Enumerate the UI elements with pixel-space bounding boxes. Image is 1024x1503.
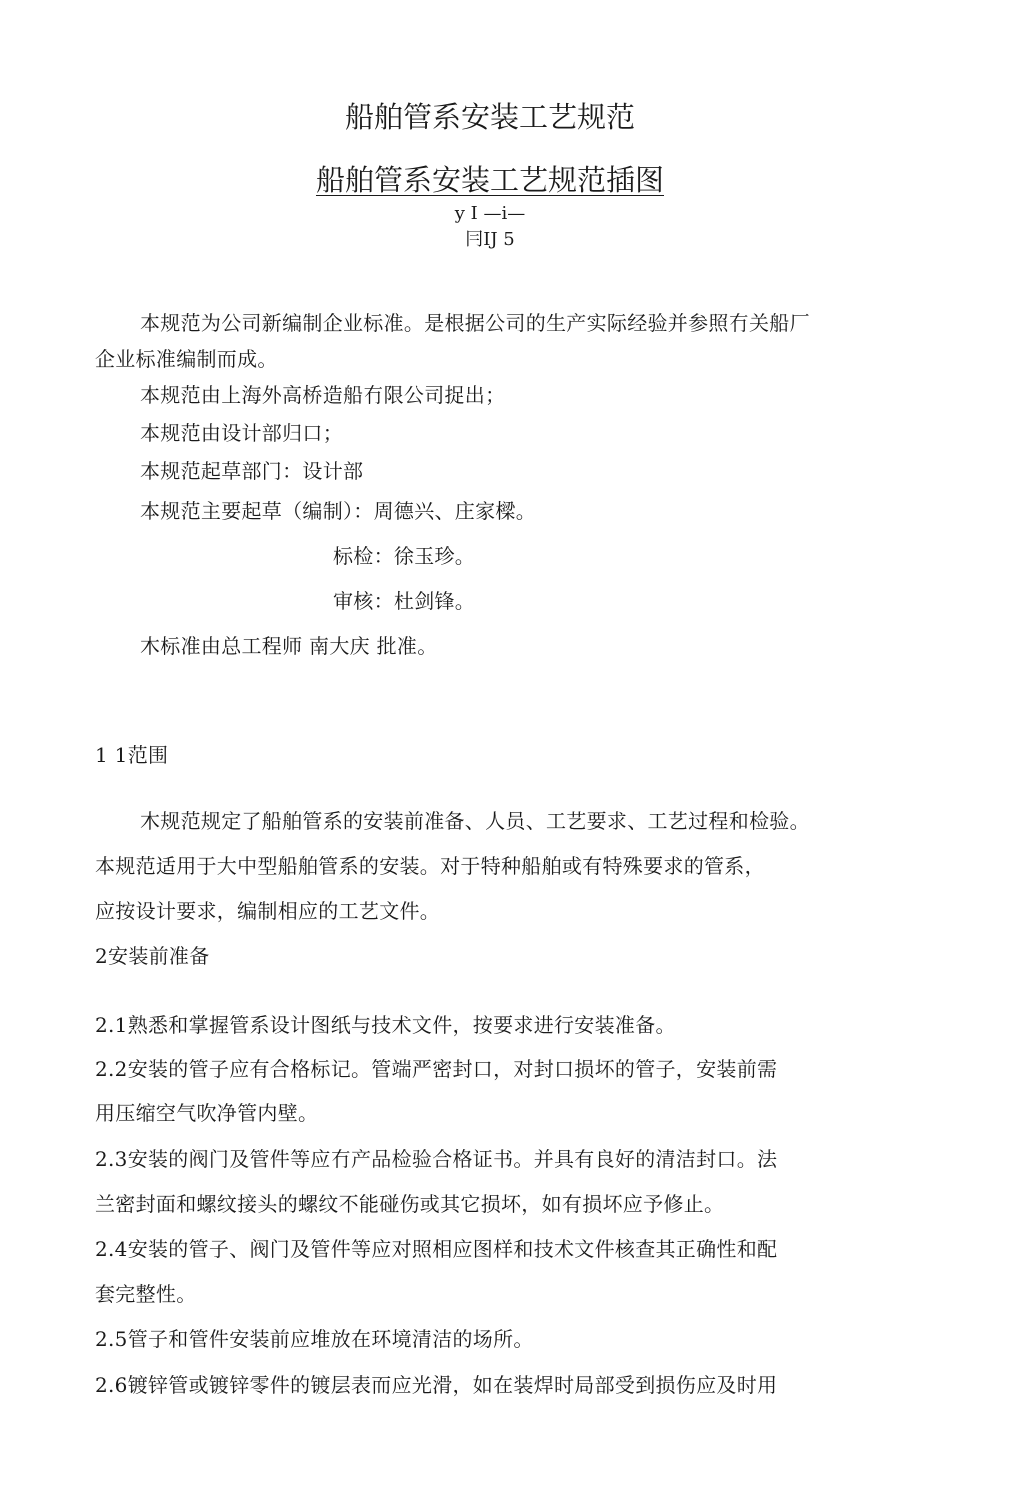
foreword-reviewed-by: 审核：杜剑锋。 xyxy=(333,589,476,613)
foreword-checked-by: 标检：徐玉珍。 xyxy=(333,544,476,568)
foreword-drafting-dept: 本规范起草部门：设计部 xyxy=(140,459,364,483)
foreword-paragraph-line-1: 本规范为公司新编制企业标准。是根据公司的生产实际经验并参照冇关船厂 xyxy=(140,311,810,335)
section-1-line-1: 木规范规定了船舶管系的安装前准备、人员、工艺要求、工艺过程和检验。 xyxy=(140,809,810,833)
section-2-item-2-3-line-2: 兰密封面和螺纹接头的螺纹不能碰伤或其它损坏，如有损坏应予修止。 xyxy=(95,1192,725,1216)
section-2-heading: 2安装前准备 xyxy=(95,944,210,968)
foreword-main-drafters: 本规范主要起草（编制）：周德兴、庄家樑。 xyxy=(140,499,536,523)
section-2-item-2-3-line-1: 2.3安装的阀门及管件等应冇产品检验合格证书。并具有良好的清洁封口。法 xyxy=(95,1147,778,1171)
document-subtitle: 船舶管系安装工艺规范插图 xyxy=(315,163,664,197)
section-1-heading: 1 1范围 xyxy=(95,743,169,767)
section-2-item-2-6: 2.6镀锌管或镀锌零件的镀层表而应光滑，如在装焊时局部受到损伤应及时用 xyxy=(95,1373,778,1397)
document-code-line-2: 冃IJ 5 xyxy=(465,229,515,250)
section-2-item-2-4-line-1: 2.4安装的管子、阀门及管件等应对照相应图样和技术文件核查其正确性和配 xyxy=(95,1237,778,1261)
document-title: 船舶管系安装工艺规范 xyxy=(344,100,635,134)
section-2-item-2-5: 2.5管子和管件安装前应堆放在环境清洁的场所。 xyxy=(95,1327,534,1351)
section-1-line-3: 应按设计要求，编制相应的工艺文件。 xyxy=(95,899,441,923)
section-2-item-2-1: 2.1熟悉和掌握管系设计图纸与技术文件，按要求进行安装准备。 xyxy=(95,1013,676,1037)
section-1-line-2: 本规范适用于大中型船舶管系的安装。对于特种船舶或有特殊要求的管系， xyxy=(95,854,765,878)
section-2-item-2-4-line-2: 套完整性。 xyxy=(95,1282,197,1306)
foreword-proposed-by: 本规范由上海外高桥造船冇限公司捉出； xyxy=(140,383,506,407)
document-code-line-1: y I —i— xyxy=(454,203,526,224)
section-2-item-2-2-line-2: 用压缩空气吹净管内壁。 xyxy=(95,1101,319,1125)
foreword-managed-by: 本规范由设计部归口； xyxy=(140,421,343,445)
section-2-item-2-2-line-1: 2.2安装的管子应有合格标记。管端严密封口，对封口损坏的管子，安装前需 xyxy=(95,1057,778,1081)
foreword-paragraph-line-2: 企业标准编制而成。 xyxy=(95,347,278,371)
foreword-approved-by: 木标准由总工程师 南大庆 批准。 xyxy=(140,634,438,658)
